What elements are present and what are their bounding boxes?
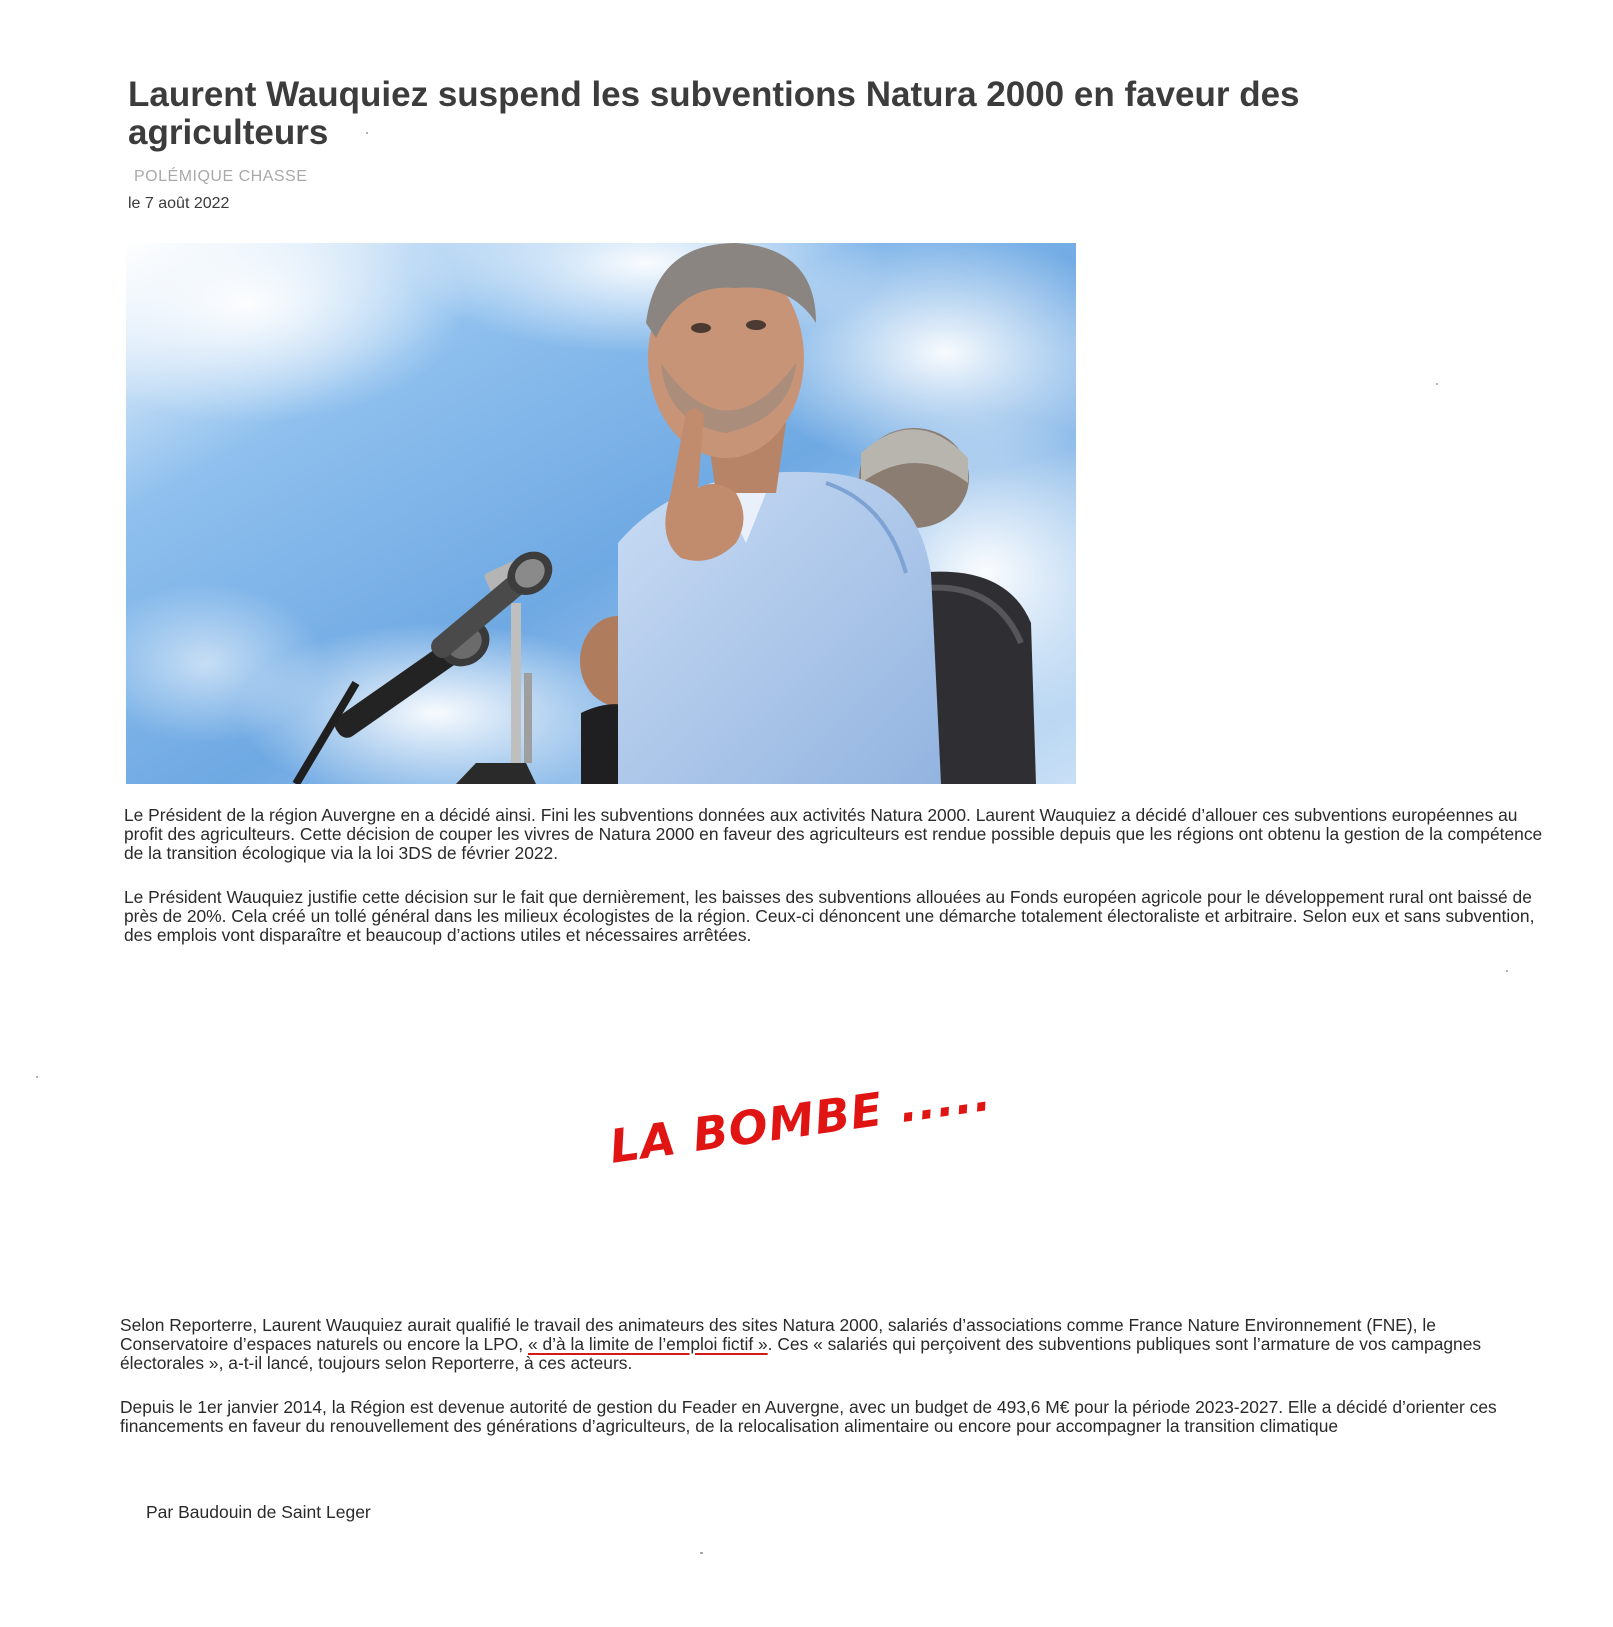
scan-speck xyxy=(1506,970,1508,972)
article-byline: Par Baudouin de Saint Leger xyxy=(146,1502,371,1522)
article-paragraph-3 xyxy=(120,1316,1540,1373)
article-kicker: POLÉMIQUE CHASSE xyxy=(134,168,308,185)
article-title: Laurent Wauquiez suspend les subventions Natura 2000 en faveur des agriculteurs xyxy=(128,75,1300,152)
article-paragraph-2: Le Président Wauquiez justifie cette décision sur le fait que dernièrement, les baisses des subventions allouées au Fonds européen agricole pour le développement rural ont baissé de près de 20%. Cela créé un tollé général dans les milieux écologistes de la région. Ceux-ci dénoncent une démarche totalement électoraliste et arbitraire. Selon eux et sans subvention, des emplois vont disparaître et beaucoup d’actions utiles et nécessaires arrêtées. xyxy=(124,887,1535,945)
scan-speck xyxy=(1436,383,1438,385)
paragraph-3-rest: . Ces « salariés qui perçoivent des subventions publiques sont l’armature de vos campagnes électorales », a-t-il lancé, toujours selon Reporterre, à ces acteurs. xyxy=(120,1334,1482,1373)
article-date: le 7 août 2022 xyxy=(128,195,230,212)
emploi-fictif-quote: « d’à la limite de l’emploi fictif » xyxy=(527,1334,768,1354)
scan-speck xyxy=(36,1076,38,1078)
la-bombe-stamp: LA BOMBE ..... xyxy=(606,1066,995,1174)
article-paragraph-4: Depuis le 1er janvier 2014, la Région est devenue autorité de gestion du Feader en Auvergne, avec un budget de 493,6 M€ pour la période 2023-2027. Elle a décidé d’orienter ces financements en faveur du renouvellement des générations d’agriculteurs, de la relocalisation alimentaire ou encore pour accompagner la transition climatique xyxy=(120,1397,1497,1436)
paragraph-3-intro: Selon Reporterre, Laurent Wauquiez aurait qualifié le travail des animateurs des sites Natura 2000, salariés d’associations comme France Nature Environnement (FNE), le Conservatoire d’espaces naturels ou encore la LPO, xyxy=(120,1315,1436,1354)
scan-speck xyxy=(700,1552,703,1554)
article-photo xyxy=(126,243,1076,784)
photo-speaker-microphones-icon xyxy=(126,243,1076,784)
scan-speck xyxy=(366,132,368,134)
article-paragraph-1: Le Président de la région Auvergne en a décidé ainsi. Fini les subventions données aux activités Natura 2000. Laurent Wauquiez a décidé d’allouer ces subventions européennes au profit des agriculteurs. Cette décision de couper les vivres de Natura 2000 en faveur des agriculteurs est rendue possible depuis que les régions ont obtenu la gestion de la compétence de la transition écologique via la loi 3DS de février 2022. xyxy=(124,805,1543,863)
